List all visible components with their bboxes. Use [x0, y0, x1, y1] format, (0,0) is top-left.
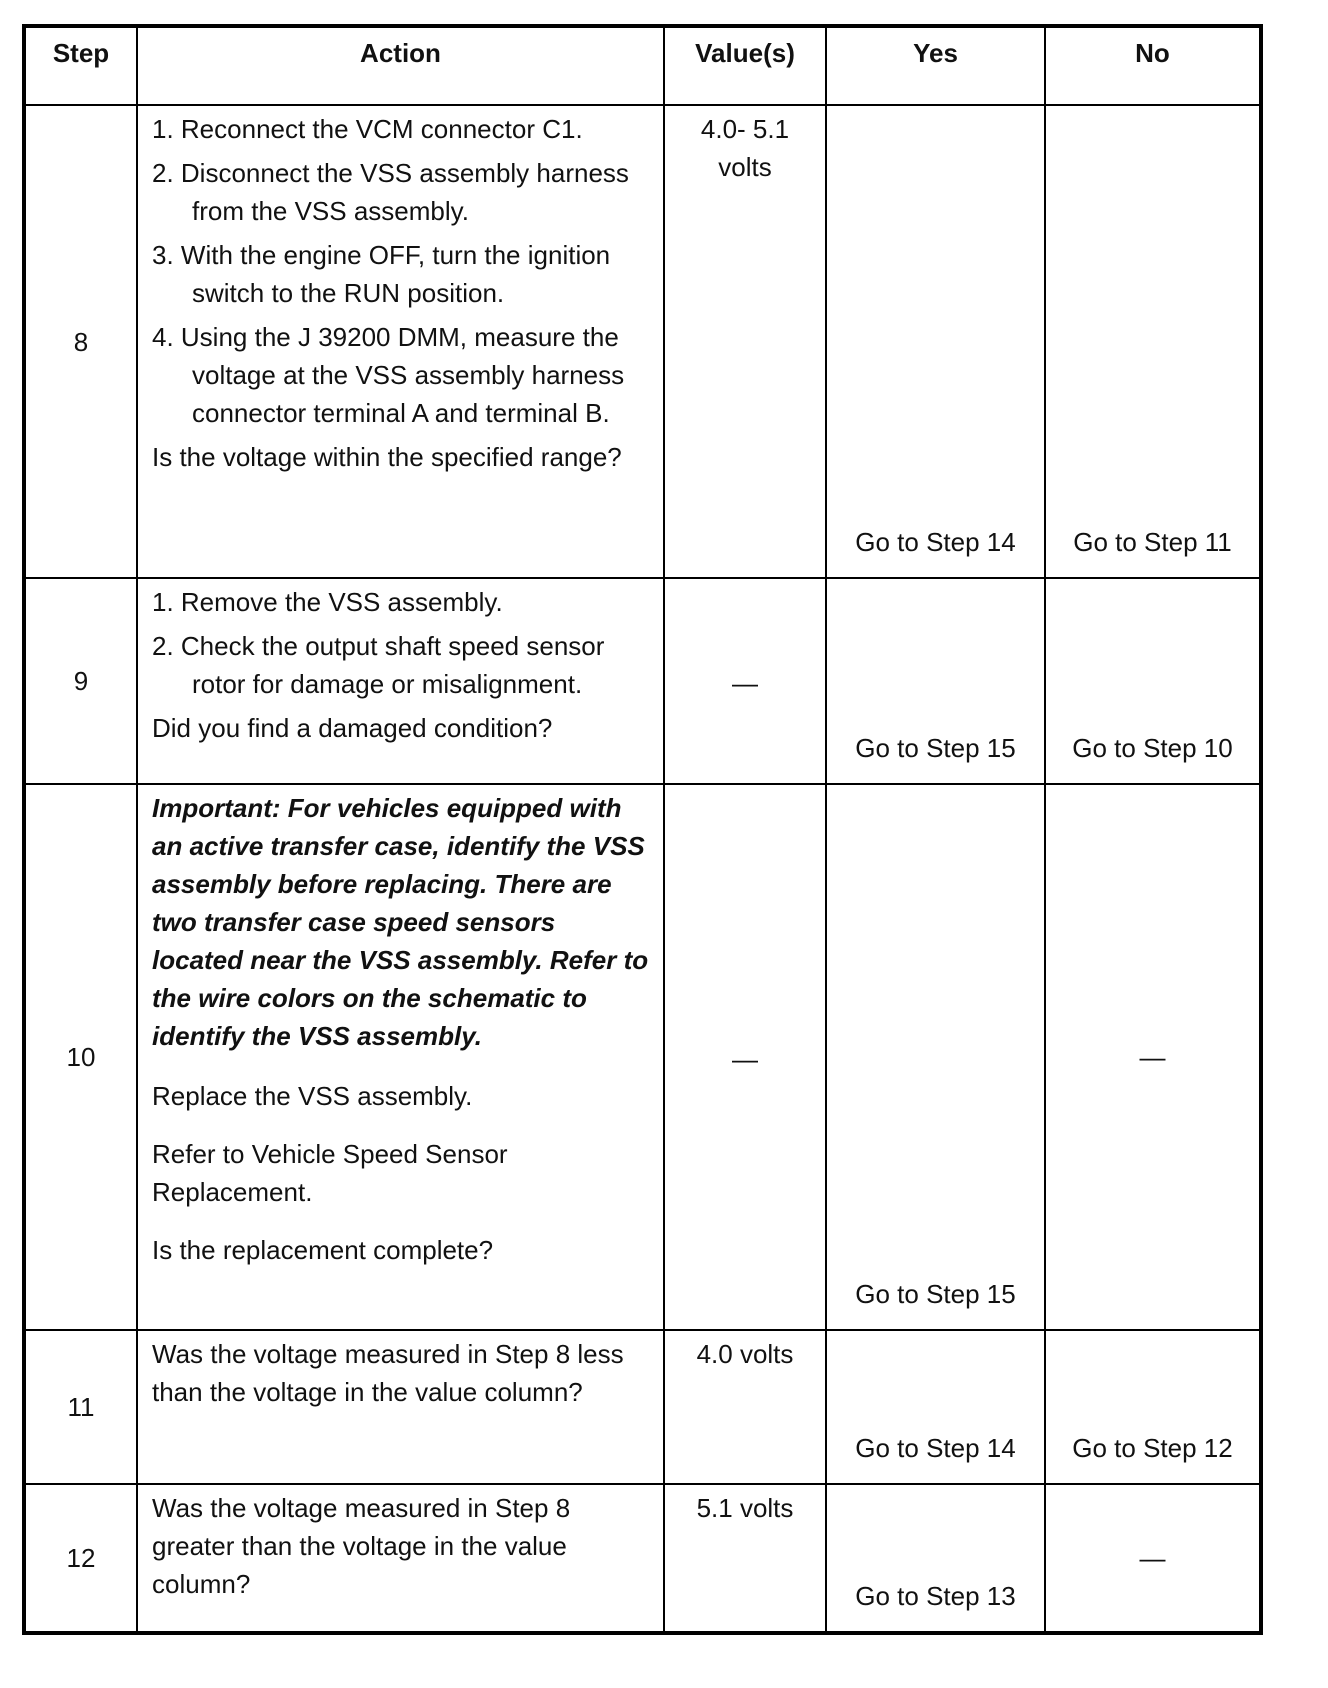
table-row-step-11 [24, 1330, 1261, 1484]
action-question: Is the replacement complete? [152, 1235, 494, 1265]
table-row-step-9 [24, 578, 1261, 784]
table-row-step-10 [24, 784, 1261, 1330]
no-cell: Go to Step 12 [1045, 1330, 1261, 1484]
value-text: 4.0- 5.1 volts [700, 114, 790, 182]
yes-cell: Go to Step 15 [826, 784, 1045, 1330]
action-cell [137, 578, 664, 784]
step-number: 10 [24, 784, 137, 1330]
action-item: 3. With the engine OFF, turn the ignition switch to the RUN position. [152, 240, 611, 308]
header-step: Step [24, 26, 137, 105]
action-cell [137, 1484, 664, 1633]
value-cell: 4.0 volts [664, 1330, 826, 1484]
action-cell [137, 1330, 664, 1484]
no-cell: — [1045, 1484, 1261, 1633]
action-question: Did you find a damaged condition? [152, 713, 553, 743]
action-cell [137, 105, 664, 578]
header-values: Value(s) [664, 26, 826, 105]
value-cell: 5.1 volts [664, 1484, 826, 1633]
diagnostic-table [22, 24, 1263, 1635]
value-cell: — [664, 578, 826, 784]
action-question: Is the voltage within the specified range? [152, 442, 622, 472]
important-note: Important: For vehicles equipped with an active transfer case, identify the VSS assembly before replacing. There are two transfer case speed sensors located near the VSS assembly. Refer to the wire colors on the schematic to identify the VSS assembly. [152, 793, 649, 1051]
action-item: 2. Check the output shaft speed sensor rotor for damage or misalignment. [152, 631, 605, 699]
value-cell: — [664, 784, 826, 1330]
action-question: Was the voltage measured in Step 8 greater than the voltage in the value column? [152, 1493, 571, 1599]
step-number: 9 [24, 578, 137, 784]
action-paragraph: Replace the VSS assembly. [152, 1081, 473, 1111]
action-item: 2. Disconnect the VSS assembly harness from the VSS assembly. [152, 158, 629, 226]
table-row-step-12 [24, 1484, 1261, 1633]
header-no: No [1045, 26, 1261, 105]
action-item: 4. Using the J 39200 DMM, measure the voltage at the VSS assembly harness connector terminal A and terminal B. [152, 322, 625, 428]
action-item: 1. Remove the VSS assembly. [152, 587, 503, 617]
table-row-step-8 [24, 105, 1261, 578]
no-cell: Go to Step 11 [1045, 105, 1261, 578]
header-row [24, 26, 1261, 105]
action-question: Was the voltage measured in Step 8 less than the voltage in the value column? [152, 1339, 624, 1407]
yes-cell: Go to Step 14 [826, 105, 1045, 578]
step-number: 12 [24, 1484, 137, 1633]
header-yes: Yes [826, 26, 1045, 105]
yes-cell: Go to Step 13 [826, 1484, 1045, 1633]
no-cell: — [1045, 784, 1261, 1330]
action-paragraph: Refer to Vehicle Speed Sensor Replacement. [152, 1139, 508, 1207]
yes-cell: Go to Step 15 [826, 578, 1045, 784]
header-action: Action [137, 26, 664, 105]
step-number: 11 [24, 1330, 137, 1484]
action-item: 1. Reconnect the VCM connector C1. [152, 114, 583, 144]
value-cell [664, 105, 826, 578]
yes-cell: Go to Step 14 [826, 1330, 1045, 1484]
action-cell [137, 784, 664, 1330]
no-cell: Go to Step 10 [1045, 578, 1261, 784]
step-number: 8 [24, 105, 137, 578]
